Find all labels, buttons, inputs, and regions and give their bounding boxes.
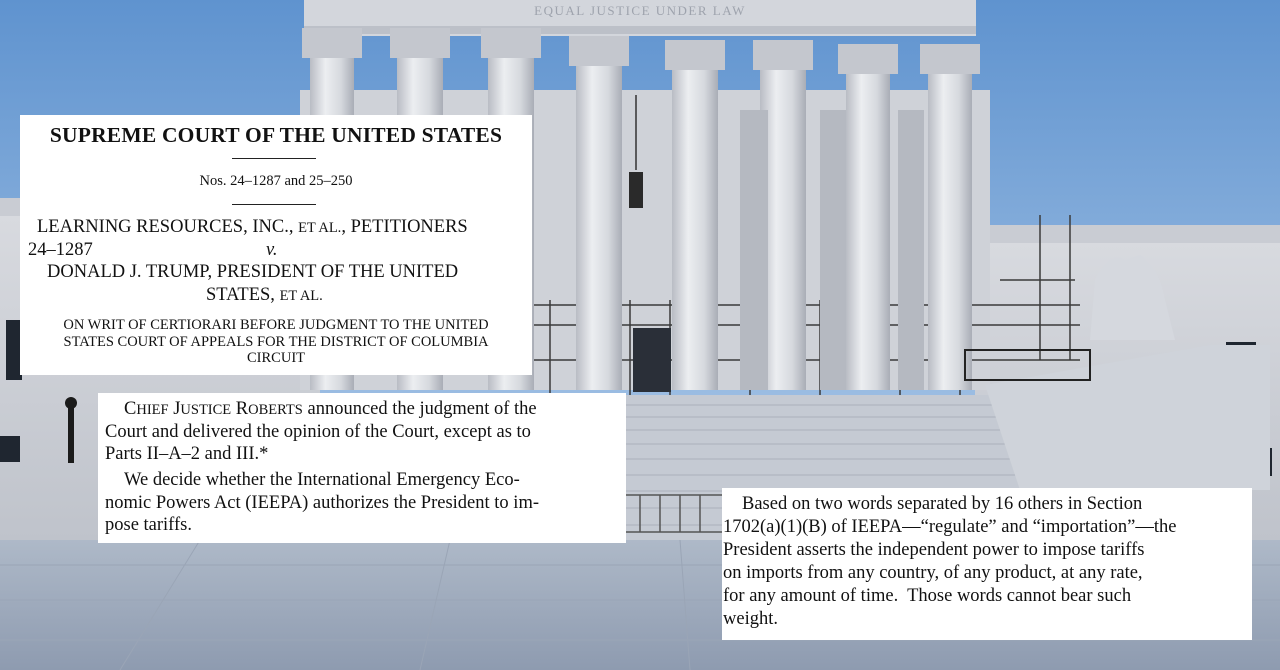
respondent-line-1: DONALD J. TRUMP, PRESIDENT OF THE UNITED <box>47 262 459 282</box>
excerpt-line-6: weight. <box>723 609 778 629</box>
opinion-line-4: We decide whether the International Emergency Eco- <box>124 470 520 490</box>
docket-single: 24–1287 <box>28 240 93 260</box>
author-name: CHIEF JUSTICE ROBERTS <box>124 399 303 419</box>
column <box>576 45 622 390</box>
petitioner-line: LEARNING RESOURCES, INC., ET AL., PETITIONERS <box>37 217 468 237</box>
opinion-line-2: Court and delivered the opinion of the Court, except as to <box>105 422 531 442</box>
respondent-line-2: STATES, ET AL. <box>206 285 323 305</box>
frieze-inscription: EQUAL JUSTICE UNDER LAW <box>534 3 746 18</box>
opinion-line-3: Parts II–A–2 and III.* <box>105 444 269 464</box>
column <box>846 45 890 390</box>
lantern <box>629 172 643 208</box>
opinion-intro-card <box>98 393 626 543</box>
column <box>898 110 924 390</box>
doorway <box>633 328 671 392</box>
divider <box>232 204 316 205</box>
excerpt-line-1: Based on two words separated by 16 others in Section <box>742 494 1143 514</box>
opinion-line-1: CHIEF JUSTICE ROBERTS announced the judgment of the <box>124 399 537 419</box>
docket-numbers: Nos. 24–1287 and 25–250 <box>199 173 353 189</box>
et-al-smallcaps: ET AL. <box>298 220 342 236</box>
opinion-line-5: nomic Powers Act (IEEPA) authorizes the President to im- <box>105 493 539 513</box>
court-title: SUPREME COURT OF THE UNITED STATES <box>49 123 503 147</box>
opinion-line-6: pose tariffs. <box>105 515 192 535</box>
column <box>820 110 846 390</box>
versus: v. <box>266 240 278 260</box>
case-caption-card <box>20 115 532 375</box>
excerpt-line-3: President asserts the independent power to impose tariffs <box>723 540 1145 560</box>
excerpt-line-2: 1702(a)(1)(B) of IEEPA—“regulate” and “importation”—the <box>723 517 1177 537</box>
excerpt-line-4: on imports from any country, of any product, at any rate, <box>723 563 1143 583</box>
column <box>928 45 972 390</box>
certiorari-statement: ON WRIT OF CERTIORARI BEFORE JUDGMENT TO THE UNITED STATES COURT OF APPEALS FOR THE DISTRICT OF COLUMBIA CIRCUIT <box>63 317 489 366</box>
divider <box>232 158 316 159</box>
excerpt-line-5: for any amount of time. Those words cannot bear such <box>723 586 1132 606</box>
et-al-smallcaps: ET AL. <box>279 288 323 304</box>
lamp-post <box>68 405 74 463</box>
window <box>0 436 20 462</box>
column <box>672 45 718 390</box>
column <box>740 110 768 390</box>
opinion-excerpt-card <box>722 488 1252 640</box>
